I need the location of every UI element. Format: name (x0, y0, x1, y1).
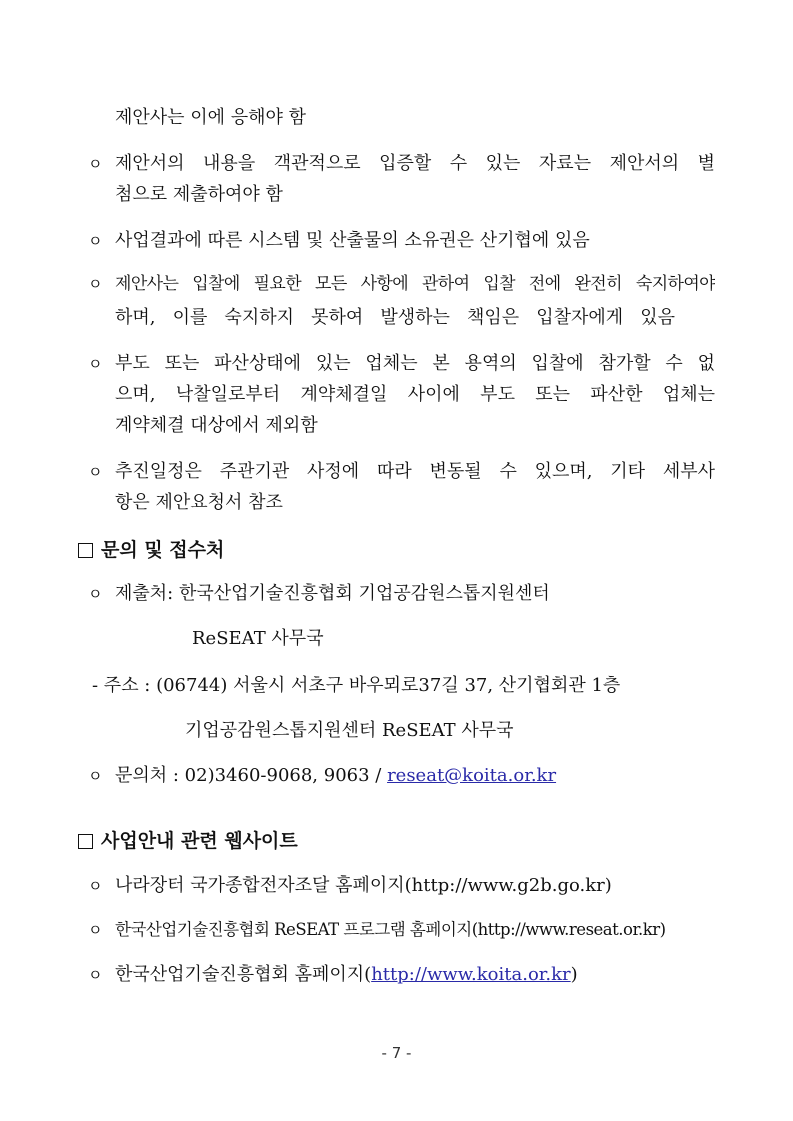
item-evidence-line1: 제안서의 내용을 객관적으로 입증할 수 있는 자료는 제안서의 별 (115, 153, 715, 174)
checkbox-icon (78, 834, 93, 849)
website-koita-suffix: ) (570, 964, 578, 985)
section-heading-websites (78, 825, 298, 857)
website-koita (115, 960, 578, 990)
bullet-icon: ㅇ (88, 463, 103, 481)
submit-line1: 제출처: 한국산업기술진흥협회 기업공감원스톱지원센터 (115, 583, 550, 604)
bullet-icon: ㅇ (88, 767, 103, 785)
bullet-icon: ㅇ (88, 966, 103, 984)
website-g2b: 나라장터 국가종합전자조달 홈페이지(http://www.g2b.go.kr) (115, 875, 612, 896)
address-line2: 기업공감원스톱지원센터 ReSEAT 사무국 (185, 720, 514, 741)
item-evidence-line2: 첨으로 제출하여야 함 (115, 184, 283, 205)
email-link[interactable]: reseat@koita.or.kr (387, 765, 557, 786)
section-heading-contact (78, 534, 224, 566)
item-bankruptcy-line3: 계약체결 대상에서 제외함 (115, 415, 318, 436)
item-bankruptcy-line2: 으며, 낙찰일로부터 계약체결일 사이에 부도 또는 파산한 업체는 (115, 384, 715, 405)
bullet-icon: ㅇ (88, 232, 103, 250)
bullet-icon: ㅇ (88, 877, 103, 895)
item-schedule-line2: 항은 제안요청서 참조 (115, 492, 283, 513)
bullet-icon: ㅇ (88, 921, 103, 939)
checkbox-icon (78, 543, 93, 558)
bullet-icon: ㅇ (88, 355, 103, 373)
page-number: - 7 - (381, 1044, 412, 1062)
item-schedule-line1: 추진일정은 주관기관 사정에 따라 변동될 수 있으며, 기타 세부사 (115, 461, 715, 482)
item-ownership-line1: 사업결과에 따른 시스템 및 산출물의 소유권은 산기협에 있음 (115, 230, 590, 251)
koita-link[interactable]: http://www.koita.or.kr (371, 964, 571, 985)
inquiry-text: 문의처 : 02)3460-9068, 9063 / (115, 765, 388, 786)
item-bankruptcy-line1: 부도 또는 파산상태에 있는 업체는 본 용역의 입찰에 참가할 수 없 (115, 353, 715, 374)
bullet-icon: ㅇ (88, 585, 103, 603)
inquiry-line (115, 761, 556, 791)
section-heading-contact-label: 문의 및 접수처 (101, 539, 225, 561)
submit-line2: ReSEAT 사무국 (192, 628, 324, 649)
bullet-icon: ㅇ (88, 275, 103, 293)
website-reseat: 한국산업기술진흥협회 ReSEAT 프로그램 홈페이지(http://www.reseat.or.kr) (115, 920, 666, 939)
item-bidding-line2: 하며, 이를 숙지하지 못하여 발생하는 책임은 입찰자에게 있음 (115, 307, 675, 328)
website-koita-label: 한국산업기술진흥협회 홈페이지( (115, 964, 372, 985)
section-heading-websites-label: 사업안내 관련 웹사이트 (101, 830, 298, 852)
address-line1: - 주소 : (06744) 서울시 서초구 바우뫼로37길 37, 산기협회관 1층 (92, 675, 621, 696)
continued-text: 제안사는 이에 응해야 함 (115, 107, 307, 128)
bullet-icon: ㅇ (88, 155, 103, 173)
item-bidding-line1: 제안사는 입찰에 필요한 모든 사항에 관하여 입찰 전에 완전히 숙지하여야 (115, 274, 715, 294)
